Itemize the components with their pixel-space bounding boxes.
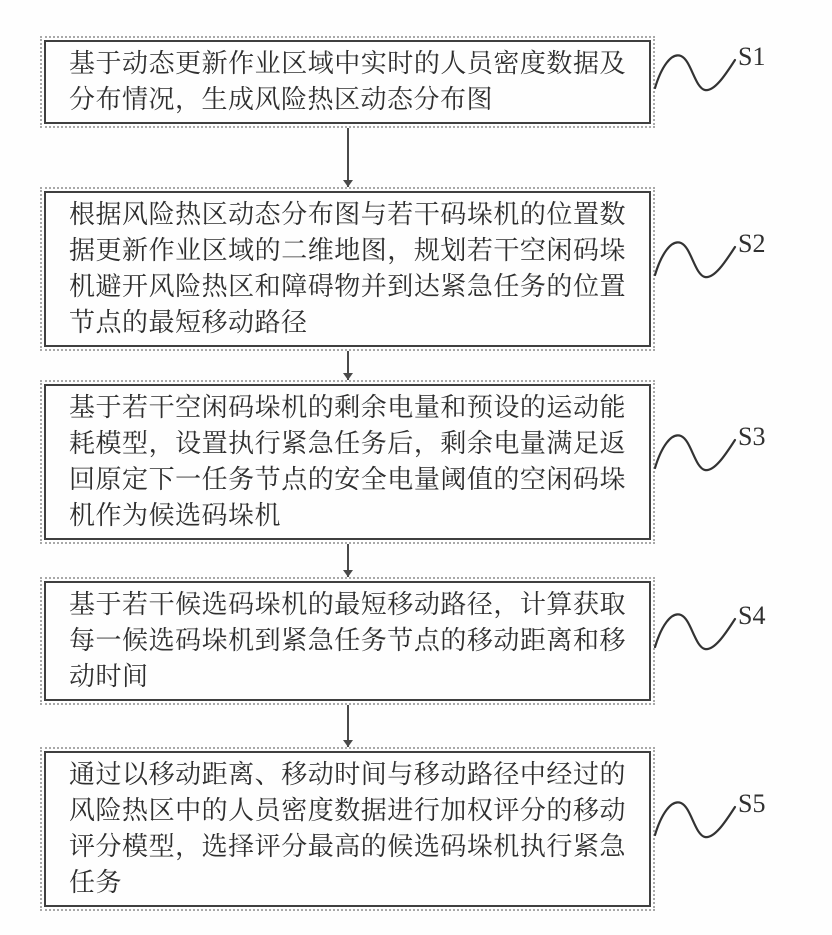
process-box-s1-border (44, 40, 651, 124)
process-box-s3-text: 基于若干空闲码垛机的剩余电量和预设的运动能耗模型，设置执行紧急任务后，剩余电量满足返回原定下一任务节点的安全电量阈值的空闲码垛机作为候选码垛机 (69, 393, 626, 530)
connector-arrow-1 (347, 128, 349, 187)
process-box-s4-text: 基于若干候选码垛机的最短移动路径，计算获取每一候选码垛机到紧急任务节点的移动距离和移动时间 (69, 590, 626, 691)
process-box-s3-border (44, 384, 651, 540)
step-label-s5: S5 (738, 789, 766, 818)
process-box-s5-text: 通过以移动距离、移动时间与移动路径中经过的风险热区中的人员密度数据进行加权评分的移动评分模型，选择评分最高的候选码垛机执行紧急任务 (69, 760, 626, 897)
reference-squiggle-s1 (653, 44, 737, 104)
process-box-s1 (40, 36, 655, 128)
process-box-s5-border (44, 751, 651, 907)
step-label-s1: S1 (738, 42, 766, 71)
process-box-s2 (40, 187, 655, 351)
connector-arrowhead-4 (343, 740, 353, 747)
reference-squiggle-s5 (653, 791, 737, 851)
process-box-s2-text: 根据风险热区动态分布图与若干码垛机的位置数据更新作业区域的二维地图，规划若干空闲码垛机避开风险热区和障碍物并到达紧急任务的位置节点的最短移动路径 (69, 200, 626, 337)
connector-arrowhead-3 (343, 570, 353, 577)
connector-arrowhead-2 (343, 373, 353, 380)
reference-squiggle-s2 (653, 231, 737, 291)
process-box-s4-border (44, 581, 651, 701)
process-box-s5 (40, 747, 655, 911)
step-label-s3: S3 (738, 422, 766, 451)
connector-arrowhead-1 (343, 180, 353, 187)
reference-squiggle-s3 (653, 424, 737, 484)
step-label-s4: S4 (738, 601, 766, 630)
process-box-s3 (40, 380, 655, 544)
step-label-s2: S2 (738, 229, 766, 258)
process-box-s2-border (44, 191, 651, 347)
process-box-s1-text: 基于动态更新作业区域中实时的人员密度数据及分布情况，生成风险热区动态分布图 (69, 49, 626, 114)
reference-squiggle-s4 (653, 603, 737, 663)
process-box-s4 (40, 577, 655, 705)
